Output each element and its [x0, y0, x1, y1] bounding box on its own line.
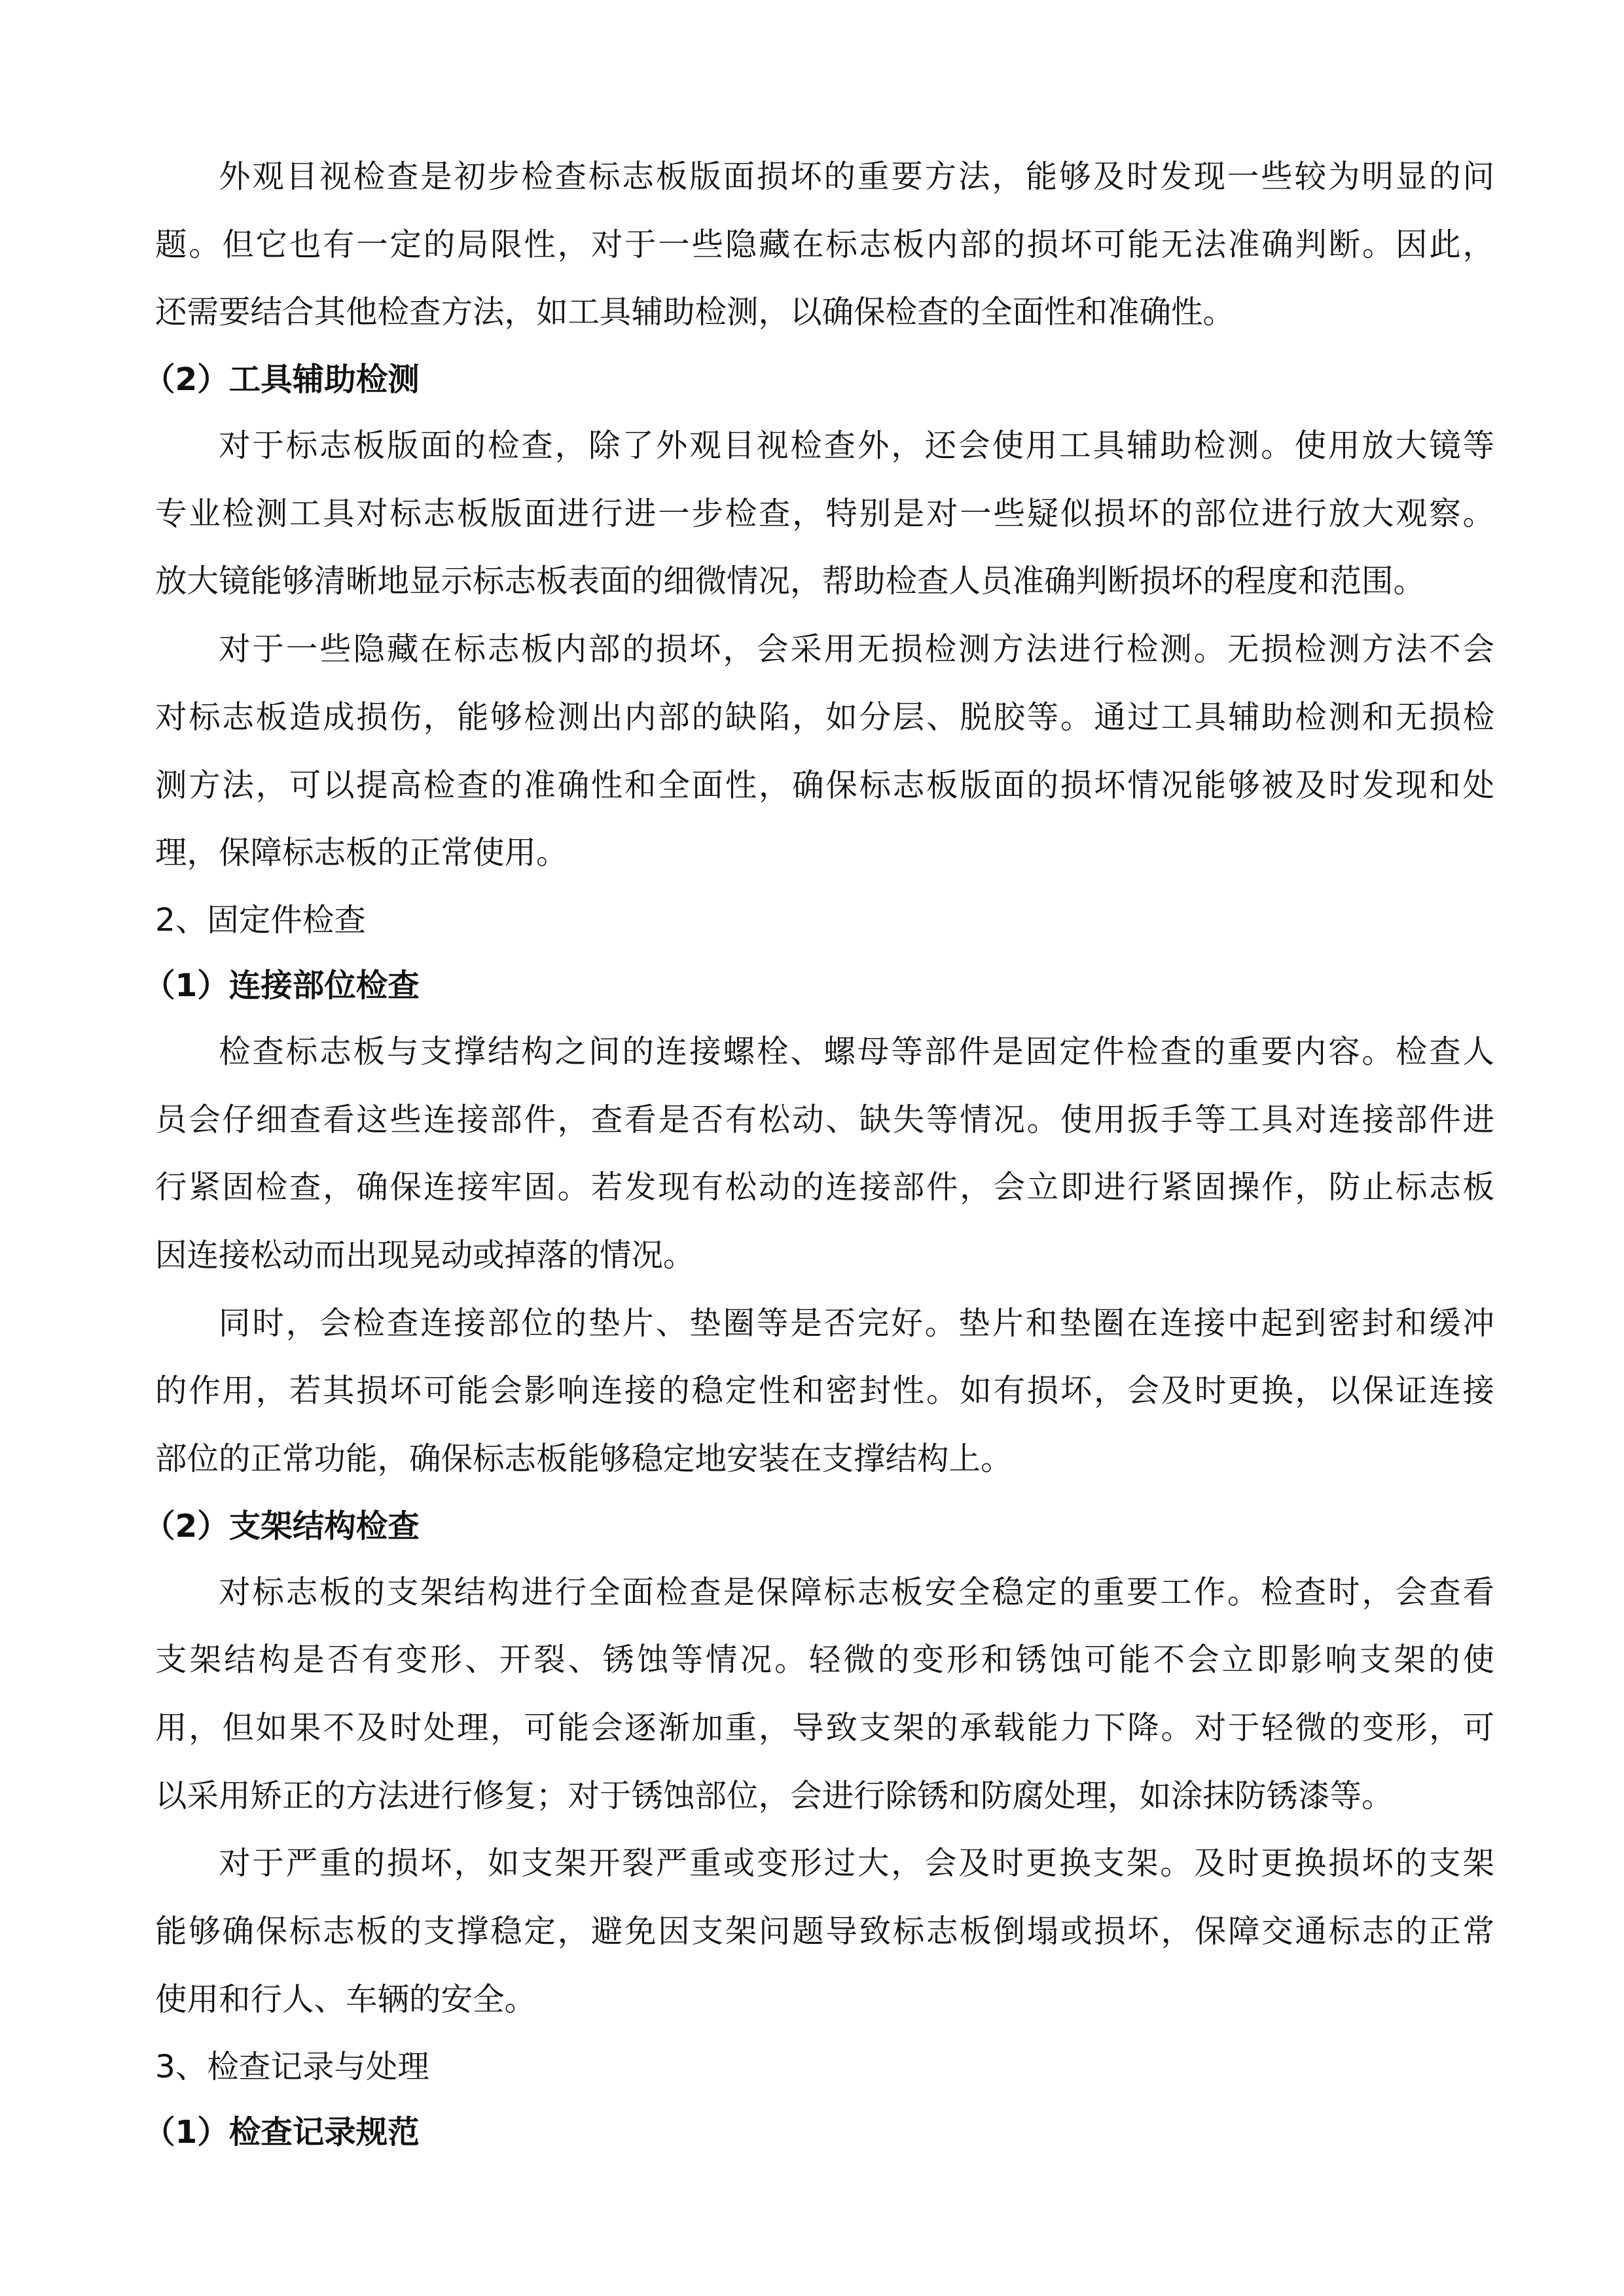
subsection-heading: （2）支架结构检查	[143, 1507, 420, 1545]
paragraph-line: 员会仔细查看这些连接部件，查看是否有松动、缺失等情况。使用扳手等工具对连接部件进	[155, 1101, 1494, 1138]
paragraph-line: 对于一些隐藏在标志板内部的损坏，会采用无损检测方法进行检测。无损检测方法不会	[219, 631, 1494, 668]
subsection-heading: （2）工具辅助检测	[143, 361, 420, 399]
paragraph-line: 的作用，若其损坏可能会影响连接的稳定性和密封性。如有损坏，会及时更换，以保证连接	[155, 1372, 1494, 1410]
paragraph-line: 因连接松动而出现晃动或掉落的情况。	[155, 1236, 695, 1274]
paragraph-line: 还需要结合其他检查方法，如工具辅助检测，以确保检查的全面性和准确性。	[155, 294, 1235, 331]
document-page	[143, 143, 1494, 2165]
paragraph-line: 放大镜能够清晰地显示标志板表面的细微情况，帮助检查人员准确判断损坏的程度和范围。	[155, 563, 1426, 600]
section-heading: 2、固定件检查	[155, 901, 366, 939]
subsection-heading: （1）连接部位检查	[143, 967, 420, 1004]
paragraph-line: 同时，会检查连接部位的垫片、垫圈等是否完好。垫片和垫圈在连接中起到密封和缓冲	[219, 1304, 1494, 1342]
paragraph-line: 以采用矫正的方法进行修复；对于锈蚀部位，会进行除锈和防腐处理，如涂抹防锈漆等。	[155, 1777, 1394, 1814]
paragraph-line: 理，保障标志板的正常使用。	[155, 834, 568, 872]
paragraph-line: 行紧固检查，确保连接牢固。若发现有松动的连接部件，会立即进行紧固操作，防止标志板	[155, 1169, 1494, 1206]
paragraph-line: 使用和行人、车辆的安全。	[155, 1981, 537, 2018]
paragraph-line: 对标志板造成损伤，能够检测出内部的缺陷，如分层、脱胶等。通过工具辅助检测和无损检	[155, 698, 1494, 736]
paragraph-line: 支架结构是否有变形、开裂、锈蚀等情况。轻微的变形和锈蚀可能不会立即影响支架的使	[155, 1641, 1494, 1679]
paragraph-line: 专业检测工具对标志板版面进行进一步检查，特别是对一些疑似损坏的部位进行放大观察。	[155, 495, 1494, 532]
paragraph-line: 部位的正常功能，确保标志板能够稳定地安装在支撑结构上。	[155, 1441, 1013, 1477]
paragraph-line: 对于严重的损坏，如支架开裂严重或变形过大，会及时更换支架。及时更换损坏的支架	[219, 1845, 1494, 1882]
paragraph-line: 外观目视检查是初步检查标志板版面损坏的重要方法，能够及时发现一些较为明显的问	[219, 158, 1494, 195]
paragraph-line: 用，但如果不及时处理，可能会逐渐加重，导致支架的承载能力下降。对于轻微的变形，可	[155, 1710, 1494, 1747]
paragraph-line: 检查标志板与支撑结构之间的连接螺栓、螺母等部件是固定件检查的重要内容。检查人	[219, 1033, 1494, 1070]
paragraph-line: 测方法，可以提高检查的准确性和全面性，确保标志板版面的损坏情况能够被及时发现和处	[155, 766, 1494, 804]
paragraph-line: 能够确保标志板的支撑稳定，避免因支架问题导致标志板倒塌或损坏，保障交通标志的正常	[155, 1913, 1494, 1950]
subsection-heading: （1）检查记录规范	[143, 2113, 420, 2151]
paragraph-line: 题。但它也有一定的局限性，对于一些隐藏在标志板内部的损坏可能无法准确判断。因此，	[155, 226, 1494, 263]
section-heading: 3、检查记录与处理	[155, 2048, 429, 2085]
paragraph-line: 对于标志板版面的检查，除了外观目视检查外，还会使用工具辅助检测。使用放大镜等	[219, 427, 1494, 465]
paragraph-line: 对标志板的支架结构进行全面检查是保障标志板安全稳定的重要工作。检查时，会查看	[219, 1573, 1494, 1611]
